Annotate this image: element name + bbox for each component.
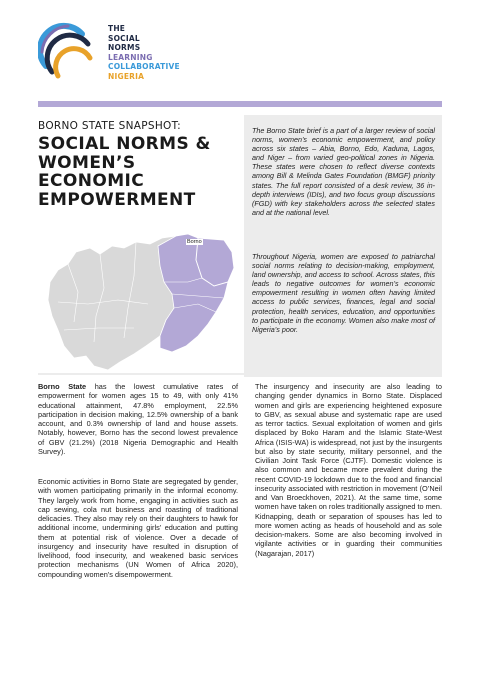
header-divider (38, 101, 442, 107)
page-title (38, 135, 238, 209)
body-paragraph-1-lead: Borno State (38, 382, 87, 391)
body-paragraph-2: Economic activities in Borno State are segregated by gender, with women participating primarily in the informal economy. They largely work from home, engaging in activities such as cap sewing, cola nut business and roasting of traditional delicacies. They also may rely on their daughters to hawk for additional income, undermining girls’ education and putting them at potential risk of violence. Over a decade of insurgency and insecurity have resulted in disruption of livelihood, food insecurity, and weakened basic services protection mechanisms (UN Women of Africa 2020), compounding women’s disempowerment. (38, 477, 238, 579)
nigeria-map (38, 212, 238, 377)
summary-paragraph-1: The Borno State brief is a part of a larger review of social norms, women’s economic empowerment, and policy across six states – Abia, Borno, Edo, Kaduna, Lagos, and Niger – from varied geo-political zones in Nigeria. These states were chosen to reflect diverse contexts among Bill & Melinda Gates Foundation (BMGF) priority states. The full report consisted of a desk review, 36 in-depth interviews (IDIs), and two focus group discussions (FGD) with key stakeholders across the selected states and at the national level. (252, 126, 435, 217)
logo-line-4: LEARNING (108, 52, 153, 62)
title-line-2: WOMEN’S ECONOMIC (38, 152, 145, 191)
page-subtitle: BORNO STATE SNAPSHOT: (38, 120, 182, 132)
logo-line-3: NORMS (108, 43, 141, 53)
summary-paragraph-2: Throughout Nigeria, women are exposed to patriarchal social norms relating to decision-making, employment, land ownership, and access to school. Across states, this leads to negative outcomes for women’s economic empowerment resulting in women often having limited access to public services, finances, legal and social protection, health services, education, and opportunities to participate in the economy. Women also make most of Nigeria’s poor. (252, 252, 435, 334)
title-line-3: EMPOWERMENT (38, 189, 196, 210)
body-paragraph-1-text: has the lowest cumulative rates of empowerment for women ages 15 to 49, with only 41% educational attainment, 47.8% employment, 22.5% participation in decision making, 12.5% ownership of a bank account, and 0.3% ownership of land and house assets. Notably, however, Borno has the second lowest prevalence of GBV (21.2%) (2018 Nigeria Demographic and Health Survey). (38, 382, 238, 456)
logo-wordmark (108, 24, 180, 82)
snlc-logo (38, 22, 178, 86)
logo-line-2: SOCIAL (108, 33, 140, 43)
borno-map-label: Borno (187, 239, 202, 245)
logo-line-6: NIGERIA (108, 71, 145, 81)
logo-mark-icon (38, 22, 98, 86)
logo-line-1: THE (108, 24, 126, 33)
logo-line-5: COLLABORATIVE (108, 62, 180, 72)
section-divider (38, 373, 246, 375)
body-paragraph-3: The insurgency and insecurity are also leading to changing gender dynamics in Borno State. Displaced women and girls are experiencing heightened exposure to GBV, as sexual abuse and systematic rape are used as terror tactics. Sexual exploitation of women and girls displaced by Boko Haram and the Islamic State-West Africa (ISIS-WA) is widespread, not just by the insurgents but also by state security, military personnel, and the Civilian Joint Task Force (CJTF). Domestic violence is also common and became more prevalent during the recent COVID-19 lockdown due to the food and financial insecurity associated with restriction in movement (O’Neil and Van Broeckhoven, 2021). At the same time, some women have taken on roles traditionally assigned to men. Kidnapping, death or separation of spouses has led to more women acting as heads of household and as sole decision-makers. Some are also becoming involved in vigilante activities or in guarding their communities (Nagarajan, 2017) (255, 382, 442, 558)
title-line-1: SOCIAL NORMS & (38, 134, 211, 154)
body-paragraph-1 (38, 382, 238, 456)
